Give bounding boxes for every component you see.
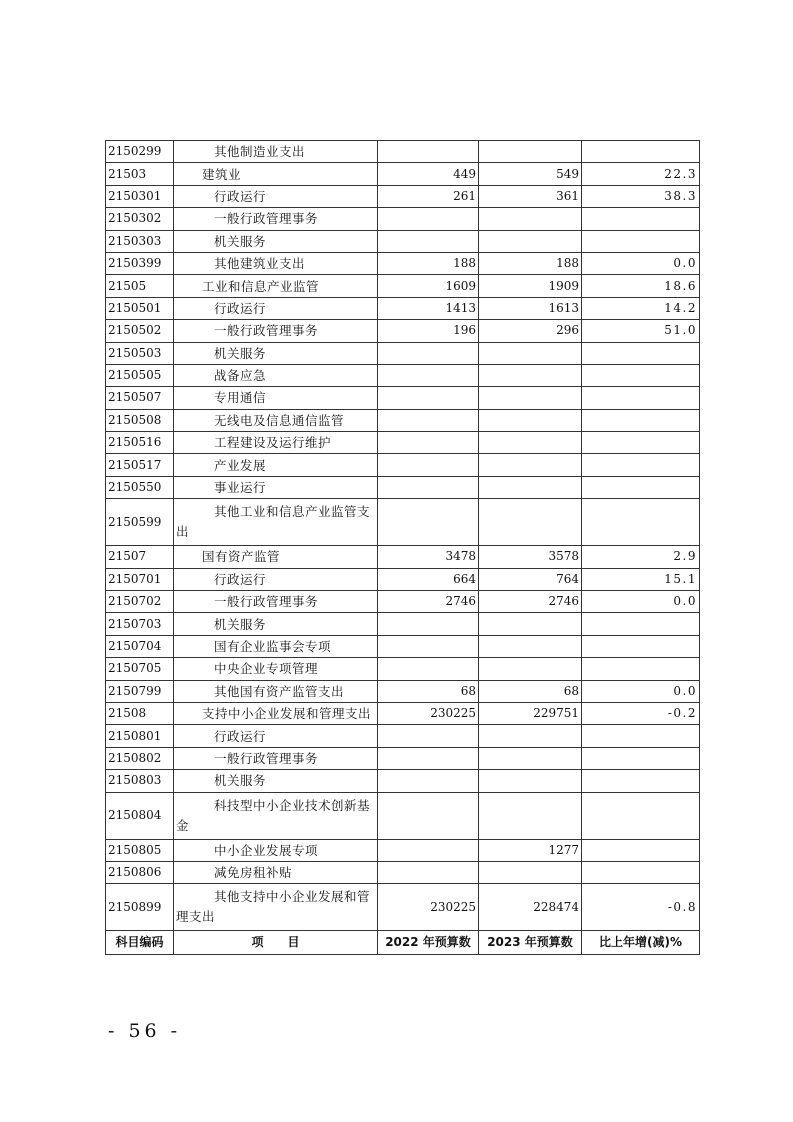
row-code: 2150399: [106, 252, 174, 274]
row-2023-value: [479, 409, 582, 431]
row-name: 行政运行: [174, 185, 378, 207]
table-row: [106, 884, 700, 931]
row-code: 2150802: [106, 747, 174, 769]
row-2022-value: [378, 141, 479, 163]
row-2022-value: [378, 432, 479, 454]
row-change-pct: [582, 770, 700, 792]
row-name: 机关服务: [174, 613, 378, 635]
row-change-pct: [582, 613, 700, 635]
row-name: 行政运行: [174, 568, 378, 590]
table-row: [106, 320, 700, 342]
row-2022-value: [378, 635, 479, 657]
row-2023-value: [479, 658, 582, 680]
row-2023-value: [479, 476, 582, 498]
row-change-pct: 51.0: [582, 320, 700, 342]
row-change-pct: -0.8: [582, 884, 700, 931]
row-name: 行政运行: [174, 725, 378, 747]
row-2023-value: [479, 770, 582, 792]
row-code: 2150301: [106, 185, 174, 207]
row-2023-value: [479, 613, 582, 635]
row-2022-value: 196: [378, 320, 479, 342]
row-change-pct: [582, 208, 700, 230]
row-name: 专用通信: [174, 387, 378, 409]
row-change-pct: [582, 861, 700, 883]
row-2023-value: 1277: [479, 839, 582, 861]
table-row: [106, 432, 700, 454]
row-change-pct: [582, 476, 700, 498]
row-code: 21507: [106, 546, 174, 568]
row-2023-value: [479, 432, 582, 454]
row-code: 21508: [106, 702, 174, 724]
row-2023-value: [479, 342, 582, 364]
row-name: 机关服务: [174, 230, 378, 252]
table-row: [106, 591, 700, 613]
row-change-pct: [582, 658, 700, 680]
header-code: 科目编码: [106, 931, 174, 955]
row-2022-value: 664: [378, 568, 479, 590]
row-2022-value: 230225: [378, 884, 479, 931]
row-code: 21505: [106, 275, 174, 297]
row-2023-value: 2746: [479, 591, 582, 613]
row-2022-value: 261: [378, 185, 479, 207]
row-2022-value: [378, 839, 479, 861]
row-name: 减免房租补贴: [174, 861, 378, 883]
row-change-pct: [582, 387, 700, 409]
table-row: [106, 613, 700, 635]
row-change-pct: -0.2: [582, 702, 700, 724]
row-2023-value: 1613: [479, 297, 582, 319]
row-2023-value: [479, 792, 582, 839]
row-code: 2150806: [106, 861, 174, 883]
row-name: 国有资产监管: [174, 546, 378, 568]
row-2023-value: [479, 141, 582, 163]
row-code: 2150701: [106, 568, 174, 590]
row-2023-value: 228474: [479, 884, 582, 931]
row-2023-value: [479, 208, 582, 230]
row-change-pct: [582, 747, 700, 769]
row-2023-value: [479, 454, 582, 476]
row-change-pct: 0.0: [582, 680, 700, 702]
row-name: 一般行政管理事务: [174, 320, 378, 342]
row-name: 一般行政管理事务: [174, 747, 378, 769]
row-2022-value: [378, 658, 479, 680]
row-code: 2150302: [106, 208, 174, 230]
row-change-pct: [582, 499, 700, 546]
table-row: [106, 861, 700, 883]
table-row: [106, 680, 700, 702]
row-2023-value: 68: [479, 680, 582, 702]
row-change-pct: [582, 725, 700, 747]
row-2022-value: [378, 454, 479, 476]
row-2022-value: 2746: [378, 591, 479, 613]
row-name: 一般行政管理事务: [174, 591, 378, 613]
row-name: 机关服务: [174, 770, 378, 792]
row-2023-value: [479, 499, 582, 546]
row-change-pct: 0.0: [582, 252, 700, 274]
row-change-pct: 14.2: [582, 297, 700, 319]
page-number: - 56 -: [108, 1020, 182, 1042]
table-row: [106, 499, 700, 546]
row-code: 2150805: [106, 839, 174, 861]
row-name: 支持中小企业发展和管理支出: [174, 702, 378, 724]
row-change-pct: 18.6: [582, 275, 700, 297]
row-change-pct: [582, 432, 700, 454]
row-code: 2150502: [106, 320, 174, 342]
table-row: [106, 702, 700, 724]
header-2022: 2022 年预算数: [378, 931, 479, 955]
table-row: [106, 792, 700, 839]
table-body: [106, 141, 700, 931]
table-row: [106, 163, 700, 185]
row-2023-value: [479, 387, 582, 409]
row-code: 2150803: [106, 770, 174, 792]
row-code: 2150599: [106, 499, 174, 546]
row-code: 2150517: [106, 454, 174, 476]
row-2023-value: [479, 747, 582, 769]
table-row: [106, 141, 700, 163]
header-2023: 2023 年预算数: [479, 931, 582, 955]
table-row: [106, 252, 700, 274]
row-change-pct: [582, 792, 700, 839]
table-row: [106, 658, 700, 680]
row-name: 其他制造业支出: [174, 141, 378, 163]
table-row: [106, 297, 700, 319]
row-change-pct: [582, 635, 700, 657]
table-row: [106, 185, 700, 207]
row-name: 建筑业: [174, 163, 378, 185]
row-name: 国有企业监事会专项: [174, 635, 378, 657]
row-2023-value: 1909: [479, 275, 582, 297]
row-code: 2150507: [106, 387, 174, 409]
row-2022-value: 449: [378, 163, 479, 185]
row-code: 2150804: [106, 792, 174, 839]
row-change-pct: [582, 141, 700, 163]
header-change: 比上年增(减)%: [582, 931, 700, 955]
row-change-pct: [582, 364, 700, 386]
table-row: [106, 747, 700, 769]
row-2023-value: 549: [479, 163, 582, 185]
row-2022-value: [378, 725, 479, 747]
row-2023-value: 361: [479, 185, 582, 207]
row-name: 一般行政管理事务: [174, 208, 378, 230]
row-change-pct: [582, 409, 700, 431]
table-row: [106, 476, 700, 498]
row-name: 产业发展: [174, 454, 378, 476]
row-2023-value: 296: [479, 320, 582, 342]
row-name: 工业和信息产业监管: [174, 275, 378, 297]
row-code: 2150508: [106, 409, 174, 431]
row-2022-value: [378, 476, 479, 498]
row-2022-value: [378, 364, 479, 386]
row-change-pct: 15.1: [582, 568, 700, 590]
table-row: [106, 387, 700, 409]
row-2022-value: [378, 342, 479, 364]
row-code: 2150705: [106, 658, 174, 680]
table-row: [106, 409, 700, 431]
row-code: 2150704: [106, 635, 174, 657]
row-change-pct: [582, 454, 700, 476]
row-2022-value: [378, 499, 479, 546]
row-code: 2150501: [106, 297, 174, 319]
row-name: 其他支持中小企业发展和管理支出: [174, 884, 378, 931]
row-code: 2150505: [106, 364, 174, 386]
table-row: [106, 839, 700, 861]
row-change-pct: 2.9: [582, 546, 700, 568]
row-2022-value: [378, 861, 479, 883]
table-row: [106, 725, 700, 747]
row-code: 2150703: [106, 613, 174, 635]
row-name: 战备应急: [174, 364, 378, 386]
row-name: 科技型中小企业技术创新基金: [174, 792, 378, 839]
row-2022-value: 1413: [378, 297, 479, 319]
row-code: 2150503: [106, 342, 174, 364]
row-2023-value: [479, 364, 582, 386]
table-row: [106, 454, 700, 476]
row-2023-value: 188: [479, 252, 582, 274]
row-name: 其他工业和信息产业监管支出: [174, 499, 378, 546]
row-2023-value: 3578: [479, 546, 582, 568]
row-code: 21503: [106, 163, 174, 185]
table-row: [106, 230, 700, 252]
row-2022-value: [378, 770, 479, 792]
table-row: [106, 568, 700, 590]
row-name: 中小企业发展专项: [174, 839, 378, 861]
budget-table: [105, 140, 700, 955]
row-2022-value: [378, 208, 479, 230]
table-row: [106, 208, 700, 230]
row-2022-value: [378, 792, 479, 839]
row-2022-value: [378, 613, 479, 635]
row-2023-value: [479, 635, 582, 657]
row-change-pct: 38.3: [582, 185, 700, 207]
row-code: 2150299: [106, 141, 174, 163]
row-2022-value: [378, 387, 479, 409]
row-name: 事业运行: [174, 476, 378, 498]
row-2022-value: [378, 230, 479, 252]
row-2022-value: 230225: [378, 702, 479, 724]
row-code: 2150799: [106, 680, 174, 702]
row-name: 中央企业专项管理: [174, 658, 378, 680]
table-header-row: [106, 931, 700, 955]
table-row: [106, 342, 700, 364]
row-code: 2150303: [106, 230, 174, 252]
table-row: [106, 635, 700, 657]
row-code: 2150702: [106, 591, 174, 613]
row-change-pct: 0.0: [582, 591, 700, 613]
row-change-pct: [582, 839, 700, 861]
row-code: 2150899: [106, 884, 174, 931]
table-row: [106, 770, 700, 792]
row-2022-value: 188: [378, 252, 479, 274]
row-name: 其他国有资产监管支出: [174, 680, 378, 702]
row-change-pct: [582, 342, 700, 364]
row-2023-value: 764: [479, 568, 582, 590]
row-name: 无线电及信息通信监管: [174, 409, 378, 431]
row-2023-value: [479, 725, 582, 747]
row-2023-value: [479, 861, 582, 883]
row-2022-value: [378, 747, 479, 769]
row-name: 工程建设及运行维护: [174, 432, 378, 454]
row-code: 2150801: [106, 725, 174, 747]
row-code: 2150550: [106, 476, 174, 498]
header-name: 项 目: [174, 931, 378, 955]
row-2022-value: 1609: [378, 275, 479, 297]
row-code: 2150516: [106, 432, 174, 454]
table-row: [106, 546, 700, 568]
row-name: 机关服务: [174, 342, 378, 364]
row-2022-value: 68: [378, 680, 479, 702]
row-name: 行政运行: [174, 297, 378, 319]
table-row: [106, 275, 700, 297]
row-2022-value: 3478: [378, 546, 479, 568]
table-row: [106, 364, 700, 386]
row-change-pct: [582, 230, 700, 252]
row-2022-value: [378, 409, 479, 431]
row-name: 其他建筑业支出: [174, 252, 378, 274]
row-2023-value: [479, 230, 582, 252]
row-change-pct: 22.3: [582, 163, 700, 185]
row-2023-value: 229751: [479, 702, 582, 724]
